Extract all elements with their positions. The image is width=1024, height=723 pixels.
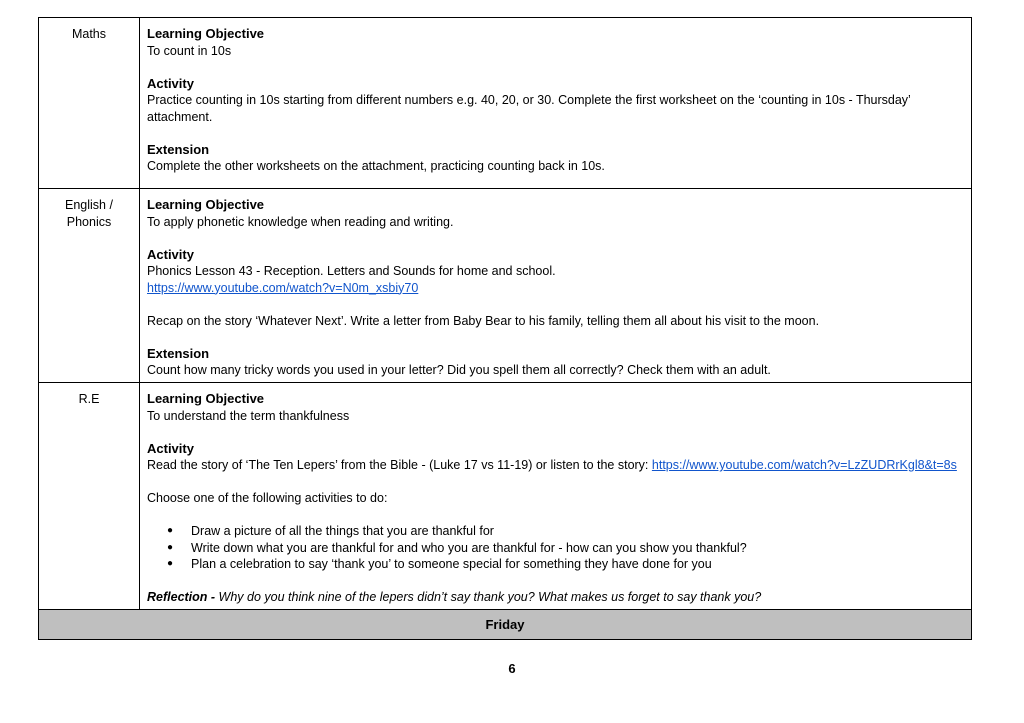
activity-text-2: Recap on the story ‘Whatever Next’. Write a letter from Baby Bear to his family, telling them all about his visit to the moon. [147, 313, 820, 328]
activity-heading: Activity [147, 246, 194, 262]
activity-text-line [147, 457, 964, 474]
lesson-plan-table [38, 17, 972, 640]
content-cell [140, 189, 972, 383]
activity-choices-list [147, 523, 964, 573]
activity-text: Read the story of ‘The Ten Lepers’ from the Bible - (Luke 17 vs 11-19) or listen to the story: [147, 458, 652, 472]
learning-objective-heading: Learning Objective [147, 391, 265, 406]
learning-objective-text: To apply phonetic knowledge when reading and writing. [147, 214, 454, 229]
list-item: ● Write down what you are thankful for and who you are thankful for - how can you show you thankful? [189, 540, 964, 557]
page-number: 6 [508, 661, 516, 676]
activity-text: Practice counting in 10s starting from different numbers e.g. 40, 20, or 30. Complete the first worksheet on the ‘counting in 10s - Thursday’ attachment. [147, 93, 911, 124]
phonics-video-link[interactable]: https://www.youtube.com/watch?v=N0m_xsbiy70 [147, 280, 419, 295]
reflection-line [147, 589, 964, 606]
maths-row [39, 18, 972, 189]
re-row [39, 383, 972, 610]
extension-heading: Extension [147, 141, 210, 157]
friday-header: Friday [39, 609, 972, 639]
friday-row [39, 609, 972, 639]
extension-text: Count how many tricky words you used in your letter? Did you spell them all correctly? Check them with an adult. [147, 363, 771, 377]
subject-cell [39, 18, 140, 189]
list-item: ● Plan a celebration to say ‘thank you’ to someone special for something they have done for you [189, 556, 964, 573]
subject-label: Maths [71, 27, 107, 41]
list-item: ● Draw a picture of all the things that you are thankful for [189, 523, 964, 540]
learning-objective-text: To count in 10s [147, 43, 232, 58]
reflection-label: Reflection - [147, 590, 219, 604]
content-cell [140, 18, 972, 189]
activity-heading: Activity [147, 75, 194, 91]
activity-heading: Activity [147, 440, 194, 456]
english-phonics-row [39, 189, 972, 383]
extension-text: Complete the other worksheets on the attachment, practicing counting back in 10s. [147, 159, 605, 173]
story-video-link[interactable]: https://www.youtube.com/watch?v=LzZUDRrKgl8&t=8s [651, 458, 957, 472]
extension-heading: Extension [147, 345, 210, 361]
content-cell [140, 383, 972, 610]
subject-label-line1: English / [65, 198, 113, 212]
subject-label: R.E [78, 392, 100, 406]
activity-text: Phonics Lesson 43 - Reception. Letters and Sounds for home and school. [147, 264, 556, 278]
subject-cell [39, 189, 140, 383]
learning-objective-heading: Learning Objective [147, 197, 265, 212]
learning-objective-heading: Learning Objective [147, 26, 265, 41]
choose-text: Choose one of the following activities to do: [147, 491, 388, 505]
learning-objective-text: To understand the term thankfulness [147, 408, 350, 423]
subject-cell [39, 383, 140, 610]
subject-label-line2: Phonics [66, 214, 112, 229]
reflection-text: Why do you think nine of the lepers didn’t say thank you? What makes us forget to say thank you? [218, 590, 762, 604]
